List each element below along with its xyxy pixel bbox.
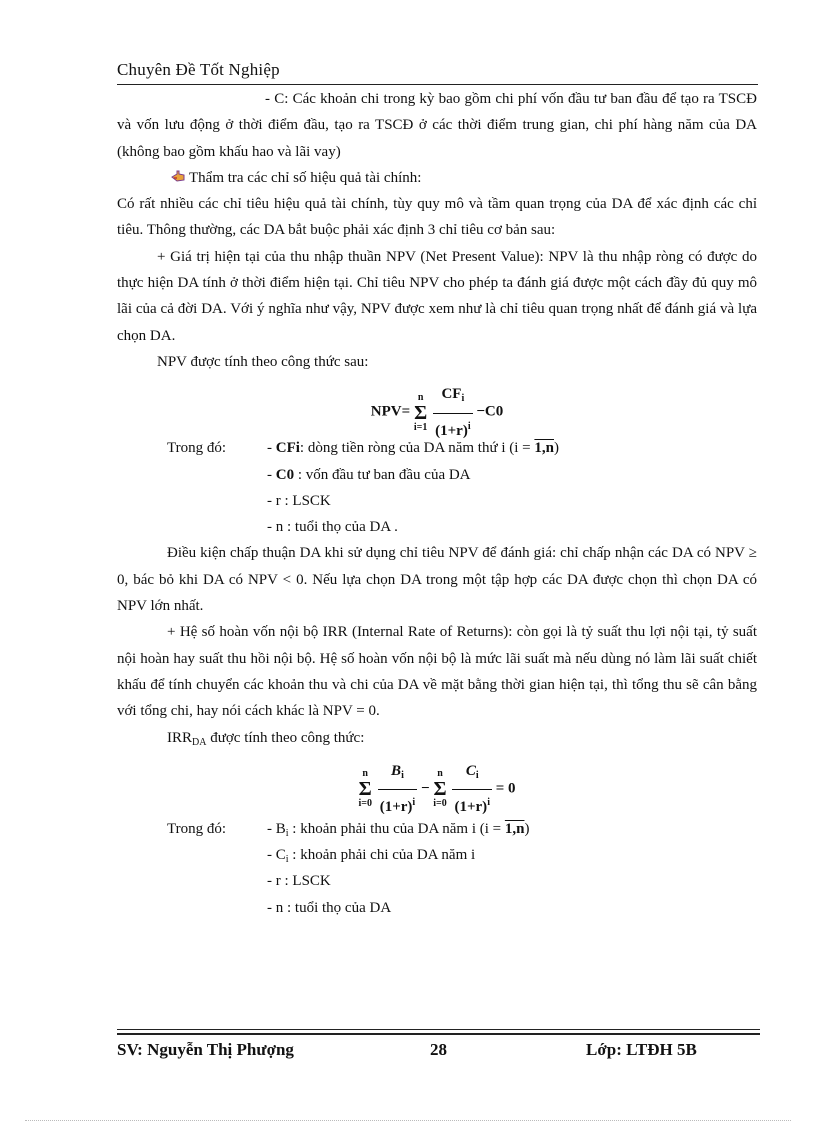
npv-lhs: NPV [370,404,402,420]
header-title: Chuyên Đề Tốt Nghiệp [117,60,280,79]
irr-den2: (1+r) [454,799,488,816]
where-label: Trong đó: [167,440,227,457]
npv-sigma-bottom: i=1 [413,421,428,433]
paragraph-costs: - C: Các khoản chi trong kỳ bao gồm chi phí vốn đầu tư ban đầu để tạo ra TSCĐ và vốn lưu động ở thời điểm đầu, tạo ra TSCĐ ở các thời điểm trung gian, chi phí hàng năm của DA (không bao gồm khấu hao và lãi vay) [117,91,757,160]
sigma-icon: Σ [358,778,372,801]
irr-num2: C [465,762,476,779]
irr-label: IRR [167,729,193,746]
irr-eq: = 0 [495,780,516,797]
npv-num-sub: i [461,393,465,405]
where-dash: - n [267,899,284,916]
where-range: 1,n [504,820,525,837]
paragraph-irr-definition: + Hệ số hoàn vốn nội bộ IRR (Internal Rate of Returns): còn gọi là tỷ suất thu lợi nội tại, tỷ suất nội hoàn hay suất thu hồi nội bộ. Hệ số hoàn vốn nội bộ là mức lãi suất mà nếu dùng nó làm lãi suất chiết khấu để tính chuyển các khoản thu và chi của DA về mặt bằng thời gian hiện tại, thì tổng thu sẽ cân bằng với tổng chi, hay nói cách khác là NPV = 0. [117,624,757,720]
irr-fraction-1 [378,758,417,821]
where-desc: : tuổi thọ của DA [283,899,392,916]
irr-num1-sub: i [401,769,404,781]
footer-class: Lớp: LTĐH 5B [586,1040,697,1059]
paragraph-npv-acceptance: Điều kiện chấp thuận DA khi sử dụng chỉ tiêu NPV để đánh giá: chỉ chấp nhận các DA có NPV ≥ 0, bác bỏ khi DA có NPV < 0. Nếu lựa chọn DA trong một tập hợp các DA được chọn thì chọn DA có NPV lớn nhất. [117,545,757,615]
paragraph-indicators: Có rất nhiều các chỉ tiêu hiệu quả tài chính, tùy quy mô và tầm quan trọng của DA để xác định các chỉ tiêu. Thông thường, các DA bắt buộc phải xác định 3 chỉ tiêu cơ bản sau: [117,196,757,239]
npv-tail: −C0 [476,404,504,420]
irr-sigma-top: n [362,768,368,780]
npv-where-list [117,435,757,540]
paragraph-npv-definition: + Giá trị hiện tại của thu nhập thuần NPV (Net Present Value): NPV là thu nhập ròng có được do thực hiện DA tính ở thời điểm hiện tại. Chỉ tiêu NPV cho phép ta đánh giá được một cách đầy đủ quy mô lãi của cả đời DA. Với ý nghĩa như vậy, NPV được xem như là chỉ tiêu quan trọng nhất để đánh giá và lựa chọn DA. [117,248,757,344]
where-desc: : LSCK [280,492,331,509]
where-item [267,488,331,514]
npv-eq: = [401,404,411,420]
irr-sigma-bottom: i=0 [358,798,372,810]
document-body [117,86,757,921]
irr-fraction-2 [452,758,491,821]
sigma-icon: Σ [414,401,428,424]
where-close: ) [554,440,559,457]
npv-sigma [414,393,427,433]
irr-den1-sup: i [412,797,416,809]
footer-rule-bottom [117,1033,760,1035]
where-dash: - r [267,492,281,509]
npv-formula [117,381,757,439]
where-sub: i [285,827,289,839]
where-close: ) [524,820,530,837]
irr-den1: (1+r) [379,799,413,816]
irr-where-row [117,868,757,894]
heading-audit-text: Thẩm tra các chỉ số hiệu quả tài chính: [189,169,422,186]
npv-where-row [117,435,757,461]
where-desc: : tuổi thọ của DA . [283,519,398,536]
page-bottom-edge [25,1120,791,1121]
where-symbol: CFi [275,440,300,457]
where-sub: i [285,854,289,866]
where-desc: : vốn đầu tư ban đầu của DA [294,466,471,483]
irr-where-list [117,816,757,921]
where-desc: : khoản phải thu của DA năm i (i = [288,820,505,837]
where-dash: - [267,440,276,457]
irr-where-row [117,895,757,921]
hand-pointer-icon [171,169,185,183]
where-item [267,435,559,461]
npv-sigma-top: n [417,391,424,403]
where-dash: - n [267,519,284,536]
irr-where-row [117,842,757,868]
npv-where-row [117,488,757,514]
npv-where-row [117,462,757,488]
irr-sigma-bottom: i=0 [433,798,447,810]
where-dash: - [267,466,276,483]
where-item [267,514,398,540]
where-item [267,868,331,894]
sigma-icon: Σ [433,778,447,801]
where-item [267,462,471,488]
irr-num1: B [391,762,402,779]
header-rule [117,84,758,85]
where-item [267,895,391,921]
irr-where-row [117,816,757,842]
npv-den-sup: i [467,420,471,432]
npv-num-text: CF [441,386,462,403]
footer-student: SV: Nguyễn Thị Phượng [117,1040,294,1059]
irr-label-sub: DA [192,736,207,748]
irr-numerator-1 [378,758,417,790]
irr-numerator-2 [452,758,491,790]
paragraph-irr-formula-intro [117,725,757,756]
npv-where-row [117,514,757,540]
where-dash: - C [267,847,286,864]
footer-rule-top [117,1029,760,1030]
footer-page-number: 28 [430,1040,447,1059]
npv-den-text: (1+r) [435,422,468,439]
paragraph-npv-formula-intro: NPV được tính theo công thức sau: [157,353,369,370]
where-dash: - r [267,873,281,890]
irr-intro-text: được tính theo công thức: [206,729,365,746]
irr-formula [117,758,757,816]
irr-sigma-2 [433,769,446,809]
where-desc: : khoản phải chi của DA năm i [288,847,476,864]
irr-sigma-1 [358,769,371,809]
paragraph-heading-audit [117,165,757,191]
irr-den2-sup: i [487,797,490,809]
where-desc: : dòng tiền ròng của DA năm thứ i (i = [299,440,535,457]
where-dash: - B [267,820,286,837]
irr-sigma-top: n [437,768,443,780]
where-desc: : LSCK [280,873,331,890]
where-range: 1,n [534,440,554,457]
where-label: Trong đó: [167,820,227,837]
irr-minus: − [420,780,430,797]
npv-numerator [433,381,472,413]
where-symbol: C0 [275,466,295,483]
irr-num2-sub: i [475,769,479,781]
